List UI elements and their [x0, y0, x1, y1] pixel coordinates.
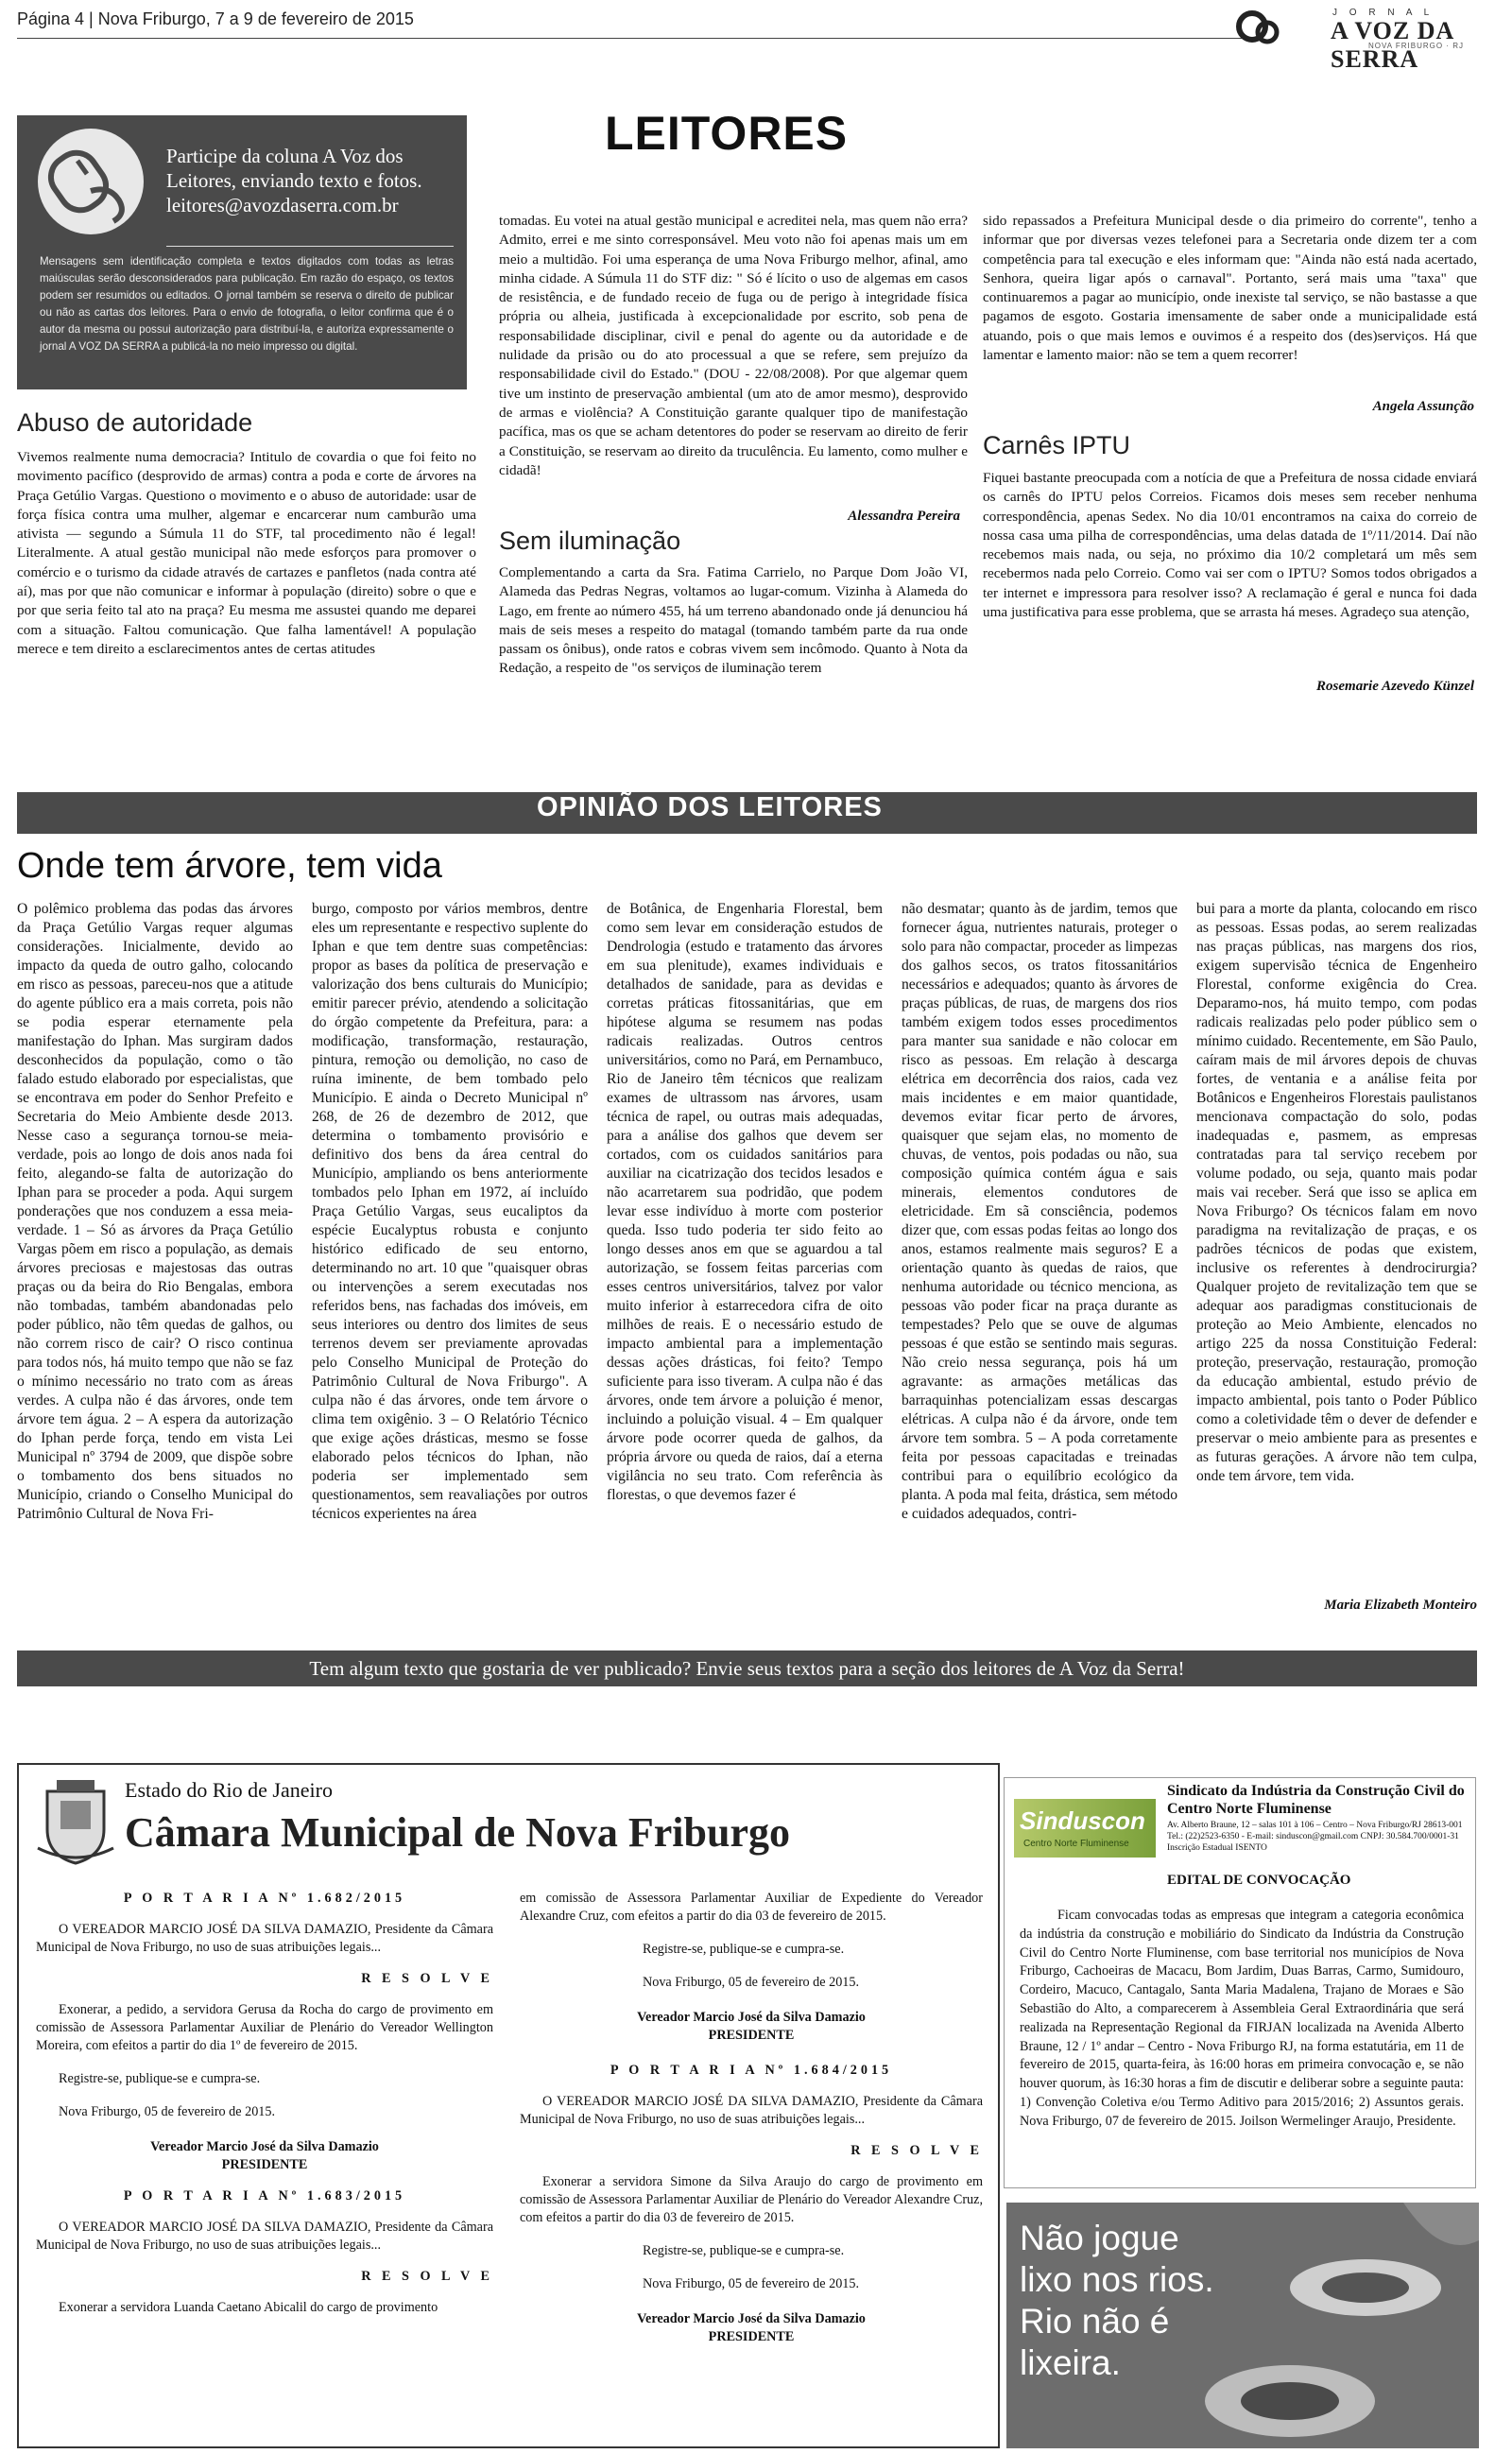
registre-text: Registre-se, publique-se e cumpra-se.: [59, 2071, 261, 2086]
header-rule: [17, 38, 1257, 39]
sinduscon-logo-text: Sinduscon: [1020, 1806, 1145, 1835]
coat-of-arms-icon: [28, 1772, 123, 1867]
signer-title: PRESIDENTE: [708, 2329, 795, 2344]
article-body-iptu: Fiquei bastante preocupada com a notícia de que a Prefeitura de nossa cidade enviará os carnês do IPTU pelos Correios. Ficamos dois meses sem receber nenhuma correspondência, apenas Sedex. No dia 10/01 encontramos na caixa do correio de nossa casa uma pilha de correspondências, uma delas datada de 1º/11/2014. Daí não recebemos mais nada, ou seja, no próximo dia 10/2 completará um mês sem recebermos nada pelo Correio. Como vai ser com o IPTU? Somos todos obrigados a ter internet e impressora para resolver isso? A reclamação é geral e nunca foi dada uma justificativa para esse problema, que se arrasta há meses. Agradeço sua atenção,: [983, 470, 1477, 621]
page-info: Página 4 | Nova Friburgo, 7 a 9 de fevereiro de 2015: [17, 9, 414, 28]
sinduscon-logo-sub: Centro Norte Fluminense: [1023, 1839, 1129, 1849]
section-title: LEITORES: [605, 107, 849, 160]
resolve-label: R E S O L V E: [361, 2269, 493, 2284]
signer-name: Vereador Marcio José da Silva Damazio: [637, 2010, 866, 2025]
article-body-iluminacao: Complementando a carta da Sra. Fatima Carrielo, no Parque Dom João VI, Alameda das Pedras Negras, voltamos ao lugar-comum. Vizinha à Alameda do Lago, em frente ao número 455, há um terreno abandonado onde já denunciou há mais de seis meses a respeito do matagal (tomando também parte da rua onde passam os ônibus), onde ratos e cobras vivem sem incômodo. Quanto à Nota da Redação, a respeito de "os serviços de iluminação terem: [499, 564, 968, 677]
signer-name: Vereador Marcio José da Silva Damazio: [150, 2139, 379, 2154]
logo-subtitle: NOVA FRIBURGO · RJ: [1368, 42, 1464, 50]
edital-heading: EDITAL DE CONVOCAÇÃO: [1167, 1873, 1351, 1888]
edital-body: Ficam convocadas todas as empresas que integram a categoria econômica da indústria da construção e mobiliário do Sindicato da Indústria da Construção Civil do Centro Norte Fluminense, com base territorial nos municípios de Nova Friburgo, Cachoeiras de Macacu, Bom Jardim, Duas Barras, Carmo, Sumidouro, Cordeiro, Macuco, Cantagalo, Santa Maria Madalena, Trajano de Moraes e São Sebastião do Alto, a comparecerem à Assembleia Geral Extraordinária que será realizada na Representação Regional da FIRJAN localizada na Avenida Alberto Braune, 12 / 1º andar – Centro - Nova Friburgo RJ, na forma estatutária, em 11 de fevereiro de 2015, quarta-feira, às 16:00 horas em primeira convocação e, se não houver quorum, às 16:30 horas a fim de discutir e deliberar sobre a seguinte pauta: 1) Convenção Coletiva e/ou Termo Aditivo para 2015/2016; 2) Assuntos gerais. Nova Friburgo, 07 de fevereiro de 2015. Joilson Wermelinger Araujo, Presidente.: [1020, 1908, 1464, 2129]
participe-box: [17, 115, 467, 389]
portaria-1682-heading: P O R T A R I A Nº 1.682/2015: [123, 1891, 406, 1906]
newspaper-logo: A VOZ DA SERRA: [1331, 17, 1453, 73]
cta-banner: Tem algum texto que gostaria de ver publicado? Envie seus textos para a seção dos leitores de A Voz da Serra!: [17, 1650, 1477, 1686]
registre-text: Registre-se, publique-se e cumpra-se.: [643, 1942, 845, 1957]
campaign-photo: [1006, 2203, 1479, 2448]
article-heading-abuso: Abuso de autoridade: [17, 408, 253, 437]
portaria-1682-intro: O VEREADOR MARCIO JOSÉ DA SILVA DAMAZIO, Presidente da Câmara Municipal de Nova Friburgo, no uso de suas atribuições legais...: [36, 1922, 493, 1955]
mouse-hand-icon: [34, 125, 147, 238]
opinion-column-5: bui para a morte da planta, colocando em risco as pessoas. Essas podas, ao serem realizadas nas praças públicas, nas margens dos rios, exigem supervisão técnica de Engenheiro Florestal, conforme exigência do Crea. Deparamo-nos, há muito tempo, com podas radicais realizadas pelo poder público sem o mínimo cuidado. Recentemente, em São Paulo, caíram mais de mil árvores depois de chuvas fortes, de ventania e a análise feita por Botânicos e Engenheiros Florestais paulistanos mencionava compactação do solo, podas inadequadas e, pasmem, as empresas contratadas para tal serviço recebem por volume podado, ou seja, quanto mais podar mais vai receber. Será que isso se aplica em Nova Friburgo? Os técnicos falam em novo paradigma na revitalização de praças, e os padrões técnicos de podas que existem, inclusive os referentes à dendrocirurgia? Qualquer projeto de revitalização tem que se adequar aos paradigmas constitucionais de proteção ao Meio Ambiente, elencados no artigo 225 da nossa Constituição Federal: proteção, preservação, restauração, promoção da educação ambiental, estudo prévio de impacto ambiental, pois tanto o Poder Público como a coletividade têm o dever de defender e preservar o meio ambiente para as presentes e as futuras gerações. A árvore não tem culpa, onde tem árvore, tem vida.: [1196, 901, 1477, 1484]
article-body-abuso-cont: tomadas. Eu votei na atual gestão municipal e acreditei nela, mas quem não erra? Admito, errei e me sinto corresponsável. Meu voto não foi apenas mais um em meio a multidão. Foi uma esperança de uma Nova Friburgo melhor, afinal, amo minha cidade. A Súmula 11 do STF diz: " Só é lícito o uso de algemas em casos de resistência, e de fundado receio de fuga ou de perigo à integridade física própria ou alheia, justificada à excepcionalidade por escrito, sob pena de responsabilidade disciplinar, civil e penal do agente ou da autoridade e de nulidade da prisão ou do ato processual a que se refere, sem prejuízo da responsabilidade civil do Estado." (DOU - 22/08/2008). Por que algemar quem tive um instinto de preservação ambiental (um ato de amor mesmo), desprovido de armas e violência? A Constituição garante qualquer tipo de manifestação pacífica, mas os que se acham detentores do poder se reservam ao direito de ferir a Constituição, se reservam ao direito da truculência. Eu lamento, como mulher e cidadã!: [499, 213, 968, 478]
opinion-column-3: de Botânica, de Engenharia Florestal, bem como sem levar em consideração estudos de Dendrologia (estudo e tratamento das árvores em sua plenitude), exames individuais e detalhados de sanidade, para as devidas e corretas práticas fitossanitárias, que em hipótese alguma se resumem nas podas radicais realizadas. Outros centros universitários, como no Pará, em Pernambuco, Rio de Janeiro têm técnicos que realizam exames de ultrassom nas árvores, usam técnica de rapel, ou outras mais adequadas, para a análise dos galhos que devem ser cortados, com os cuidados sanitários para auxiliar na cicatrização dos tecidos lesados e não acarretarem sua podridão, que podem levar esse indivíduo à morte com posterior queda. Isso tudo poderia ter sido feito ao longo desses anos em que se aguardou a tal autorização, se fossem feitas parcerias com esses centros universitários, talvez por valor muito inferior à estarrecedora cifra de oito milhões de reais. E o necessário estudo de impacto ambiental para a implementação dessas ações drásticas, foi feito? Tempo suficiente para isso tiveram. A culpa não é das árvores, onde tem árvore a poluição é menor, incluindo a poluição visual. 4 – Em qualquer árvore pode ocorrer queda de galhos, da própria árvore ou queda de raios, daí a eterna vigilância no seu trato. Com referência às florestas, o que devemos fazer é: [607, 901, 883, 1503]
sindicato-name: Sindicato da Indústria da Construção Civil do Centro Norte Fluminense: [1167, 1783, 1465, 1817]
camara-title: Câmara Municipal de Nova Friburgo: [125, 1809, 790, 1856]
campaign-text: Não jogue lixo nos rios. Rio não é lixeira.: [1020, 2219, 1214, 2382]
sindicato-notice-box: [1004, 1777, 1476, 2188]
article-heading-iptu: Carnês IPTU: [983, 431, 1131, 459]
participe-notes: Mensagens sem identificação completa e textos digitados com todas as letras maiúsculas serão desconsiderados para publicação. Em razão do espaço, os textos podem ser resumidos ou editados. O jornal também se reserva o direito de publicar ou não as cartas dos leitores. Para o envio de fotografia, o leitor confirma que é o autor da mesma ou possui autorização para distribuí-la, e autoriza expressamente o jornal A VOZ DA SERRA a publicá-la no meio impresso ou digital.: [40, 255, 454, 353]
signature: Maria Elizabeth Monteiro: [1324, 1598, 1477, 1613]
date-text: Nova Friburgo, 05 de fevereiro de 2015.: [59, 2104, 276, 2119]
date-text: Nova Friburgo, 05 de fevereiro de 2015.: [643, 1975, 860, 1990]
sinduscon-logo: [1014, 1799, 1156, 1858]
resolve-label: R E S O L V E: [361, 1971, 493, 1986]
signer-name: Vereador Marcio José da Silva Damazio: [637, 2311, 866, 2326]
opinion-column-4: não desmatar; quanto às de jardim, temos que fornecer água, nutrientes naturais, proteger o solo para não compactar, proceder as limpezas dos galhos secos, os tratos fitossanitários necessários e adequados; quanto às árvores de praças públicas, de ruas, de margens dos rios também exigem todos esses procedimentos para manter sua sanidade e não colocar em risco as pessoas. Em relação à descarga elétrica em decorrência dos raios, cada vez mais incidentes e em maior quantidade, devemos evitar ficar perto de árvores, quaisquer que sejam elas, no momento de chuvas, de ventos, pois podadas ou não, sua composição química contém água e sais minerais, elementos condutores de eletricidade. Em sã consciência, podemos dizer que, com essas podas feitas ao longo dos anos, estamos realmente mais seguros? E a orientação quanto às quedas de raios, que nenhuma autoridade ou técnico menciona, as pessoas vão poder ficar na praça durante as tempestades? Pelo que se ouve de algumas pessoas é que estão se sentindo mais seguras. Não creio nessa segurança, pois há um agravante: as armações metálicas das barraquinhas potencializam essas descargas elétricas. A culpa não é da árvore, onde tem árvore tem sombra. 5 – A poda corretamente feita por pessoas capacitadas e treinadas contribui para o equilíbrio ecológico da planta. A poda mal feita, drástica, sem método e cuidados adequados, contri-: [902, 901, 1177, 1522]
article-body-abuso: Vivemos realmente numa democracia? Intitulo de covardia o que foi feito no movimento pacífico (desprovido de armas) contra a poda e corte de árvores na Praça Getúlio Vargas. Questiono o movimento e o abuso de autoridade: usar de força física contra uma mulher, algemar e encarcerar num camburão uma ativista — segundo a Súmula 11 do STF, tal procedimento não é legal! Literalmente. A atual gestão municipal não mede esforços para promover o comércio e o turismo da cidade através de cartazes e panfletos (nada contra até aí), mas por que não comunicar e informar à população (direito) sobre o que e por que seria feito tal ato na praça? Eu mesma me assustei quando me deparei com a situação. Faltou comunicação. Que falha lamentável! A população merece e tem direito a esclarecimentos antes de certas atitudes: [17, 449, 476, 657]
article-heading-iluminacao: Sem iluminação: [499, 527, 681, 555]
date-text: Nova Friburgo, 05 de fevereiro de 2015.: [643, 2276, 860, 2291]
portaria-1682-body: Exonerar, a pedido, a servidora Gerusa da Rocha do cargo de provimento em comissão de Assessora Parlamentar Auxiliar de Plenário do Vereador Wellington Moreira, com efeitos a partir do dia 1º de fevereiro de 2015.: [36, 2002, 493, 2053]
portaria-1684-body: Exonerar a servidora Simone da Silva Araujo do cargo de provimento em comissão de Assessora Parlamentar Auxiliar de Plenário do Vereador Alexandre Cruz, com efeitos a partir do dia 03 de fevereiro de 2015.: [520, 2174, 983, 2225]
portaria-1683-body-cont: em comissão de Assessora Parlamentar Auxiliar de Expediente do Vereador Alexandre Cruz, com efeitos a partir do dia 03 de fevereiro de 2015.: [520, 1891, 983, 1924]
portaria-1683-heading: P O R T A R I A Nº 1.683/2015: [123, 2188, 406, 2203]
portaria-1683-intro: O VEREADOR MARCIO JOSÉ DA SILVA DAMAZIO, Presidente da Câmara Municipal de Nova Friburgo, no uso de suas atribuições legais...: [36, 2220, 493, 2253]
signature: Rosemarie Azevedo Künzel: [1316, 679, 1474, 694]
registre-text: Registre-se, publique-se e cumpra-se.: [643, 2243, 845, 2258]
portaria-1684-intro: O VEREADOR MARCIO JOSÉ DA SILVA DAMAZIO, Presidente da Câmara Municipal de Nova Friburgo, no uso de suas atribuições legais...: [520, 2094, 983, 2127]
state-name: Estado do Rio de Janeiro: [125, 1778, 333, 1802]
signature: Alessandra Pereira: [848, 509, 960, 524]
section-title: OPINIÃO DOS LEITORES: [537, 792, 883, 822]
logo-top-text: J O R N A L: [1332, 8, 1435, 18]
signature: Angela Assunção: [1372, 399, 1474, 414]
article-body-iluminacao-cont: sido repassados a Prefeitura Municipal desde o dia primeiro do corrente", tenho a informar que por diversas vezes telefonei para a Secretaria onde dizem ter a com competência para tal execução e eles informam que: "Ainda não está nada acertado, Senhora, queira ligar após o carnaval". Portanto, será mais uma "taxa" que continuaremos a pagar ao município, onde inexiste tal serviço, se não bastasse a que pagamos de esgoto. Gostaria imensamente de saber onde a municipalidade está atuando, pois o que mais lemos e ouvimos é a respeito dos (des)serviços. Há que lamentar e lamento maior: não se tem a quem recorrer!: [983, 213, 1477, 364]
camara-notice-box: [17, 1763, 1000, 2448]
resolve-label: R E S O L V E: [850, 2143, 983, 2158]
portaria-1684-heading: P O R T A R I A Nº 1.684/2015: [610, 2063, 893, 2078]
portaria-1683-body: Exonerar a servidora Luanda Caetano Abicalil do cargo de provimento: [59, 2300, 438, 2315]
sindicato-address: Av. Alberto Braune, 12 – salas 101 à 106 – Centro – Nova Friburgo/RJ 28613-001 Tel.: (22)2523-6350 - E-mail: sinduscon@gmail.com CNPJ: 30.584.700/0001-31 Inscrição Estadual ISENTO: [1167, 1821, 1463, 1853]
divider: [166, 246, 454, 247]
signer-title: PRESIDENTE: [708, 2028, 795, 2043]
opinion-column-2: burgo, composto por vários membros, dentre eles um representante e respectivo suplente do Iphan e que tem dentre suas competências: propor as bases da política de preservação e valorização dos bens culturais do Município; emitir parecer prévio, atendendo a solicitação do órgão competente da Prefeitura, para: a modificação, transformação, restauração, pintura, remoção ou demolição, no caso de ruína iminente, de bem tombado pelo Município. E ainda o Decreto Municipal nº 268, de 26 de dezembro de 2012, que determina o tombamento provisório e definitivo dos bens da área central do Município, ampliando os bens anteriormente tombados pelo Iphan em 1972, aí incluído Praça Getúlio Vargas, seus eucaliptos da espécie Eucalyptus robusta e conjunto histórico edificado de seu entorno, determinando no art. 10 que "quaisquer obras ou intervenções a serem executadas nos referidos bens, nas fachadas dos imóveis, em seus interiores ou dentro dos limites de seus terrenos devem ser previamente aprovadas pelo Conselho Municipal de Proteção do Patrimônio Cultural de Nova Friburgo". A culpa não é das árvores, onde tem árvore o clima tem oxigênio. 3 – O Relatório Técnico que exige ações drásticas, mesmo se fosse elaborado pelos técnicos do Iphan, não poderia ser implementado sem questionamentos, sem reavaliações por outros técnicos experientes na área: [312, 901, 588, 1522]
opinion-column-1: O polêmico problema das podas das árvores da Praça Getúlio Vargas requer algumas considerações. Inicialmente, devido ao impacto da queda de outro galho, colocando em risco as pessoas, pareceu-nos que a atitude do agente público era a mais correta, pois não se podia esperar eternamente pela manifestação do Iphan. Mas surgiram dados desconhecidos da população, como o tão falado estudo elaborado por especialistas, que se encontrava em poder do Senhor Prefeito e Secretaria do Meio Ambiente desde 2013. Nesse caso a segurança tornou-se meia-verdade, pois ao longo de dois anos nada foi feito, alegando-se falta de autorização do Iphan para se proceder a poda. Aqui surgem ponderações que nos conduzem a essa meia-verdade. 1 – Só as árvores da Praça Getúlio Vargas põem em risco a população, as demais árvores preciosas e majestosas das outras praças ou da beira do Rio Bengalas, embora não tombadas, também abandonadas pelo poder público, não têm quedas de galhos, ou não correm risco de cair? O risco continua para todos nós, há muito tempo que não se faz o mínimo necessário no trato com as áreas verdes. A culpa não é das árvores, onde tem árvore tem água. 2 – A espera da autorização do Iphan perde força, tendo em vista Lei Municipal nº 3794 de 2009, que dispõe sobre o tombamento dos bens situados no Município, criando o Conselho Municipal do Patrimônio Cultural de Nova Fri-: [17, 901, 293, 1522]
logo-mark-icon: [1233, 8, 1282, 53]
signer-title: PRESIDENTE: [221, 2157, 308, 2172]
participe-title: Participe da coluna A Voz dos Leitores, enviando texto e fotos. leitores@avozdaserra.com.br: [166, 145, 422, 216]
article-headline: Onde tem árvore, tem vida: [17, 846, 442, 886]
